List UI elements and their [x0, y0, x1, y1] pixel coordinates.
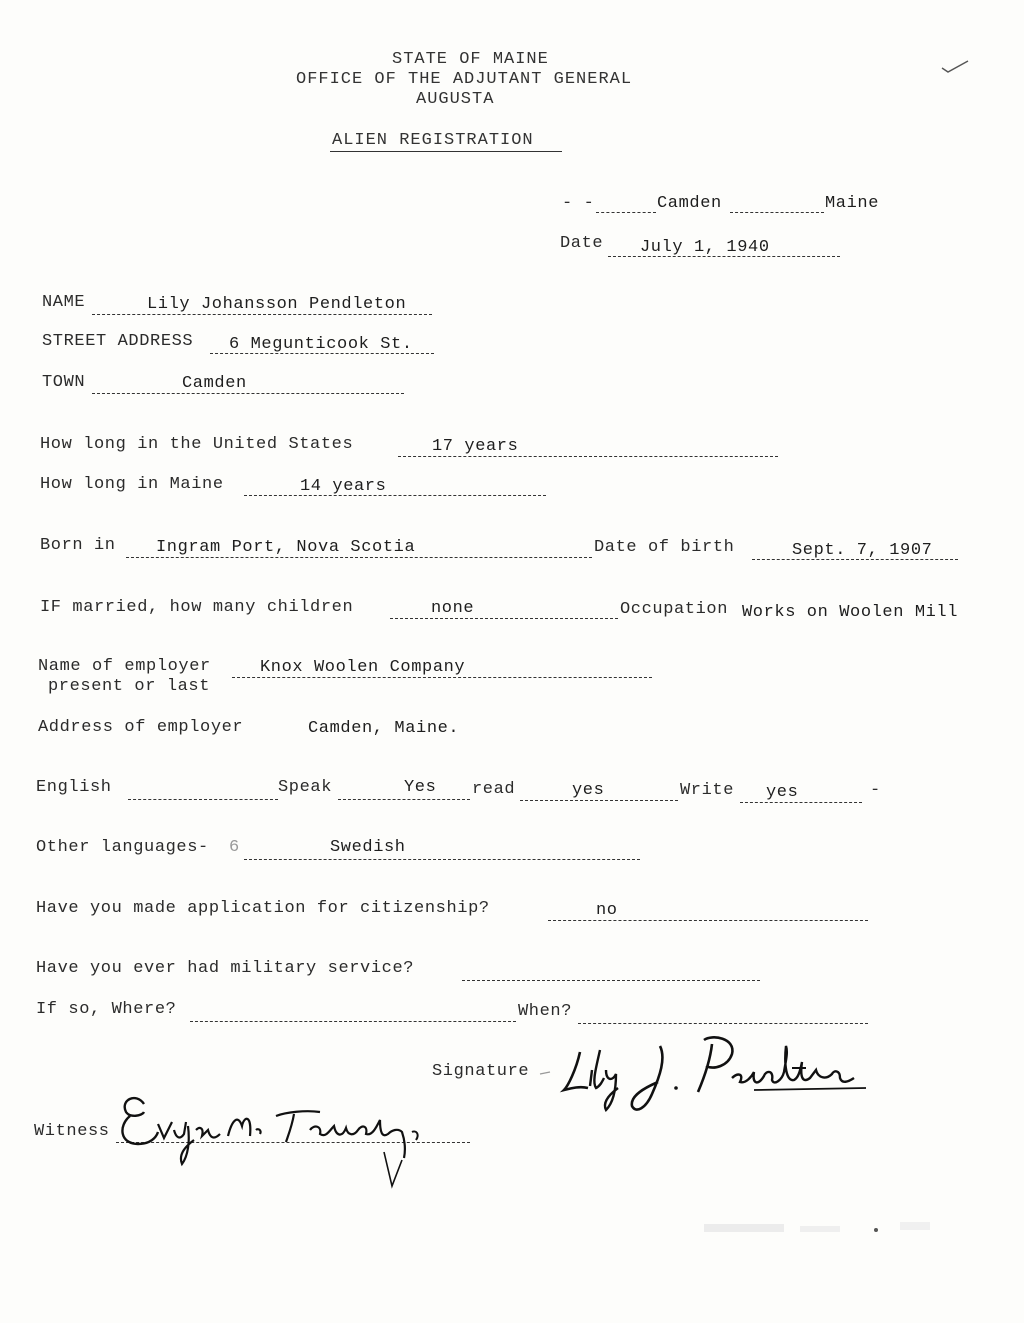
place-state: Maine: [825, 194, 880, 213]
read-value: yes: [572, 781, 605, 800]
place-line-2: [730, 212, 824, 213]
us-time-label: How long in the United States: [40, 435, 354, 454]
maine-time-value: 14 years: [300, 477, 387, 496]
header-city: AUGUSTA: [416, 90, 495, 109]
other-languages-line: [244, 859, 640, 860]
header-office: OFFICE OF THE ADJUTANT GENERAL: [296, 70, 633, 89]
born-line: [126, 557, 592, 558]
header-state: STATE OF MAINE: [392, 50, 549, 69]
occupation-value: Works on Woolen Mill: [742, 603, 959, 622]
employer-address-label: Address of employer: [38, 718, 244, 737]
dob-label: Date of birth: [594, 538, 735, 557]
witness-signature: [116, 1086, 426, 1192]
us-time-line: [398, 456, 778, 457]
other-languages-label: Other languages-: [36, 838, 209, 857]
place-dash: - -: [562, 194, 595, 213]
occupation-label: Occupation: [620, 600, 729, 619]
name-value: Lily Johansson Pendleton: [147, 295, 407, 314]
employer-address-value: Camden, Maine.: [308, 719, 460, 738]
scan-smudge-icon: [700, 1216, 940, 1242]
signature-label: Signature: [432, 1062, 530, 1081]
place-line-1: [596, 212, 656, 213]
speak-label: Speak: [278, 778, 333, 797]
applicant-signature: [536, 1030, 872, 1122]
speak-line: [338, 799, 470, 800]
witness-label: Witness: [34, 1122, 110, 1141]
us-time-value: 17 years: [432, 437, 519, 456]
write-line: [740, 802, 862, 803]
english-dash: -: [870, 781, 881, 800]
read-label: read: [472, 780, 516, 799]
date-value: July 1, 1940: [640, 238, 770, 257]
other-languages-mark: 6: [229, 838, 240, 857]
military-line: [462, 980, 760, 981]
town-value: Camden: [182, 374, 247, 393]
street-value: 6 Megunticook St.: [229, 335, 413, 354]
employer-line: [232, 677, 652, 678]
street-label: STREET ADDRESS: [42, 332, 194, 351]
town-label: TOWN: [42, 373, 86, 392]
other-languages-value: Swedish: [330, 838, 406, 857]
name-line: [92, 314, 432, 315]
maine-time-label: How long in Maine: [40, 475, 224, 494]
dob-value: Sept. 7, 1907: [792, 541, 933, 560]
english-line: [128, 799, 278, 800]
military-label: Have you ever had military service?: [36, 959, 415, 978]
when-label: When?: [518, 1002, 573, 1021]
check-mark-icon: [940, 58, 970, 76]
employer-label-2: present or last: [48, 677, 211, 696]
write-value: yes: [766, 783, 799, 802]
citizenship-value: no: [596, 901, 618, 920]
where-line: [190, 1021, 516, 1022]
citizenship-label: Have you made application for citizenship?: [36, 899, 490, 918]
english-label: English: [36, 778, 112, 797]
title-underline: [330, 151, 562, 152]
name-label: NAME: [42, 293, 86, 312]
citizenship-line: [548, 920, 868, 921]
children-label: IF married, how many children: [40, 598, 354, 617]
place-town: Camden: [657, 194, 722, 213]
town-line: [92, 393, 404, 394]
where-label: If so, Where?: [36, 1000, 177, 1019]
employer-value: Knox Woolen Company: [260, 658, 466, 677]
form-title: ALIEN REGISTRATION: [332, 131, 534, 150]
date-label: Date: [560, 234, 604, 253]
read-line: [520, 800, 678, 801]
born-label: Born in: [40, 536, 116, 555]
born-value: Ingram Port, Nova Scotia: [156, 538, 416, 557]
write-label: Write: [680, 781, 735, 800]
children-value: none: [431, 599, 475, 618]
maine-time-line: [244, 495, 546, 496]
when-line: [578, 1023, 868, 1024]
children-line: [390, 618, 618, 619]
employer-label: Name of employer: [38, 657, 211, 676]
speak-value: Yes: [404, 778, 437, 797]
